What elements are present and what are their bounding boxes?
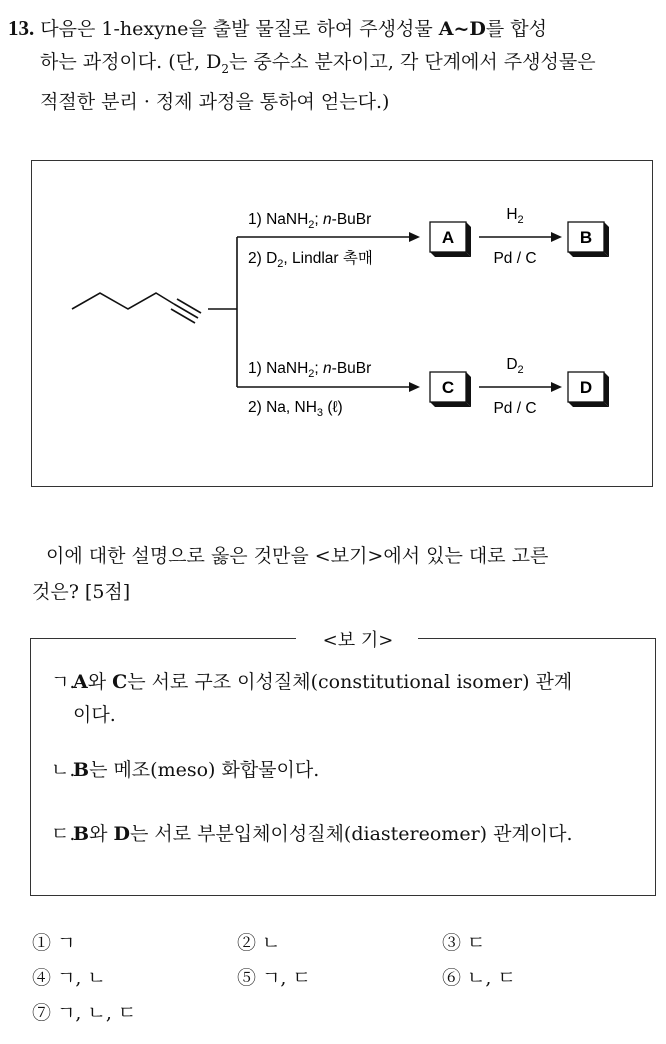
bogi-bold: B: [73, 759, 90, 781]
arrow-to-A: [409, 232, 420, 242]
question-header: [8, 12, 658, 119]
box-D: [568, 372, 609, 407]
question-line1: 다음은 1-hexyne을 출발 물질로 하여 주생성물: [40, 18, 439, 40]
bogi-text: 와: [87, 671, 113, 693]
question-line2-sub: 2: [221, 61, 229, 76]
label-B: B: [579, 228, 593, 247]
question-products: A~D: [438, 18, 486, 40]
triple-bond-3: [177, 299, 201, 313]
bogi-bold: A: [73, 671, 88, 693]
box-B: [568, 222, 609, 257]
bogi-text: 와: [89, 823, 114, 845]
choice-1[interactable]: ① ㄱ: [32, 932, 76, 954]
reagent-AB-top: $H_2$: [506, 206, 524, 226]
reagent-AB-bottom: Pd / C: [493, 250, 537, 267]
choice-2[interactable]: ② ㄴ: [237, 932, 281, 954]
top-step2: 2) $D_2$, Lindlar 촉매: [248, 250, 373, 270]
question-line2-text: 하는 과정이다. (단, D: [40, 51, 222, 73]
bogi-item-digeut: [51, 818, 647, 851]
bogi-box: [30, 638, 656, 896]
bogi-text: 는 메조(meso) 화합물이다.: [89, 759, 320, 781]
label-C: C: [441, 378, 455, 397]
top-step1: 1) NaNH$_2$; n-BuBr: [248, 211, 372, 231]
question-prompt: [32, 538, 657, 610]
bottom-step1: 1) NaNH$_2$; n-BuBr: [248, 360, 372, 380]
bogi-text-cont: 이다.: [73, 704, 116, 726]
choice-3[interactable]: ③ ㄷ: [442, 932, 486, 954]
bogi-text: 는 서로 구조 이성질체(constitutional isomer) 관계: [127, 671, 573, 693]
arrow-to-C: [409, 382, 420, 392]
bottom-step2: 2) Na, $NH_3$ (ℓ): [248, 399, 343, 419]
reaction-scheme: [31, 160, 653, 487]
bogi-bold: B: [73, 823, 90, 845]
scheme-drawing: [32, 161, 654, 488]
hexyne-structure: [72, 293, 201, 323]
bogi-marker: ㄴ.: [51, 759, 76, 781]
question-line2: [8, 46, 658, 86]
question-line1-end: 를 합성: [485, 18, 548, 40]
question-number: 13.: [8, 16, 35, 40]
prompt-line2: 것은? [5점]: [32, 581, 131, 603]
choice-7[interactable]: ⑦ ㄱ, ㄴ, ㄷ: [32, 1002, 137, 1024]
bogi-item-nieun: [51, 754, 647, 787]
question-line3: 적절한 분리 · 정제 과정을 통하여 얻는다.): [40, 90, 390, 113]
bogi-bold: C: [112, 671, 128, 693]
triple-bond-1: [174, 304, 198, 318]
bogi-marker: ㄱ.: [51, 671, 76, 693]
prompt-line1: 이에 대한 설명으로 옳은 것만을 <보기>에서 있는 대로 고른: [46, 545, 549, 567]
bogi-text: 는 서로 부분입체이성질체(diastereomer) 관계이다.: [129, 823, 573, 845]
bogi-bold: D: [113, 823, 130, 845]
triple-bond-2: [171, 309, 195, 323]
choice-4[interactable]: ④ ㄱ, ㄴ: [32, 967, 106, 989]
bogi-title: <보 기>: [322, 630, 394, 651]
box-A: [430, 222, 471, 257]
question-line2-end: 는 중수소 분자이고, 각 단계에서 주생성물은: [228, 51, 596, 73]
choice-5[interactable]: ⑤ ㄱ, ㄷ: [237, 967, 311, 989]
bogi-item-giyeok: [51, 666, 647, 732]
label-D: D: [579, 378, 593, 397]
reagent-CD-bottom: Pd / C: [493, 400, 537, 417]
box-C: [430, 372, 471, 407]
alkyl-chain: [72, 293, 174, 309]
reagent-CD-top: $D_2$: [506, 356, 524, 376]
choice-6[interactable]: ⑥ ㄴ, ㄷ: [442, 967, 516, 989]
label-A: A: [441, 228, 455, 247]
bogi-marker: ㄷ.: [51, 823, 76, 845]
